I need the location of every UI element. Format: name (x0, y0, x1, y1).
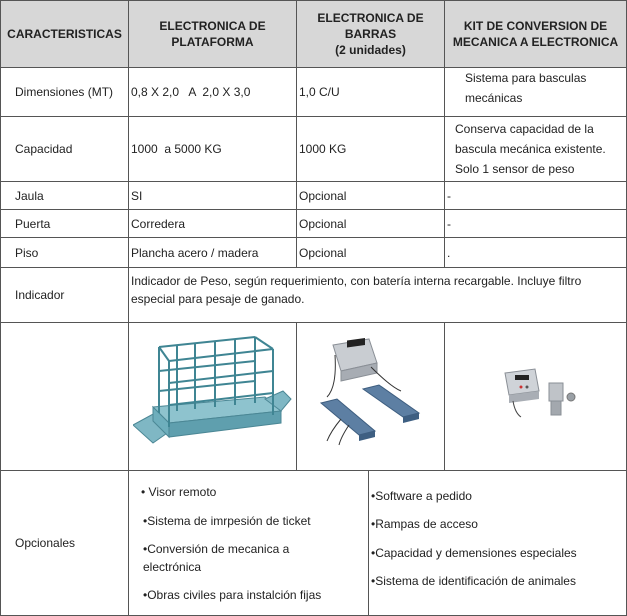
jaula-barras-value: Opcional (299, 188, 347, 203)
row-jaula-kit (444, 181, 627, 210)
puerta-label: Puerta (15, 216, 51, 231)
row-opcionales-label (0, 470, 129, 616)
opcional-identificacion: •Sistema de identificación de animales (371, 574, 576, 588)
dimensiones-plataforma-value: 0,8 X 2,0 A 2,0 X 3,0 (131, 85, 251, 99)
dimensiones-kit-line2: mecánicas (465, 91, 523, 105)
row-puerta-label (0, 209, 129, 238)
row-jaula-label (0, 181, 129, 210)
load-bars-scale-image (301, 327, 441, 467)
row-piso-label (0, 237, 129, 268)
capacidad-kit-line1: Conserva capacidad de la (455, 122, 594, 136)
row-dimensiones-plataforma (128, 67, 297, 117)
row-indicador-label (0, 267, 129, 323)
row-images-empty (0, 322, 129, 471)
row-piso-kit (444, 237, 627, 268)
indicador-line1: Indicador de Peso, según requerimiento, con batería interna recargable. Incluye filtro (131, 274, 582, 288)
piso-plataforma-value: Plancha acero / madera (131, 245, 259, 260)
opcionales-right (368, 470, 627, 616)
row-jaula-plataforma (128, 181, 297, 210)
row-puerta-plataforma (128, 209, 297, 238)
row-puerta-barras (296, 209, 445, 238)
indicador-line2: especial para pesaje de ganado. (131, 292, 305, 306)
row-indicador-value (128, 267, 627, 323)
header-kit-line2: MECANICA A ELECTRONICA (452, 35, 619, 49)
row-capacidad-plataforma (128, 116, 297, 182)
piso-label: Piso (15, 245, 39, 260)
image-cell-barras (296, 322, 445, 471)
header-kit-line1: KIT DE CONVERSION DE (463, 19, 608, 33)
header-plataforma-line2: PLATAFORMA (171, 35, 254, 49)
opcionales-left (128, 470, 369, 616)
capacidad-label: Capacidad (15, 142, 73, 156)
opcional-visor-remoto: • Visor remoto (141, 485, 217, 499)
row-puerta-kit (444, 209, 627, 238)
dimensiones-kit-line1: Sistema para basculas (465, 71, 587, 85)
row-capacidad-barras (296, 116, 445, 182)
image-cell-kit (444, 322, 627, 471)
image-cell-plataforma (128, 322, 297, 471)
dimensiones-barras-value: 1,0 C/U (299, 85, 340, 99)
header-caracteristicas (0, 0, 129, 68)
row-dimensiones-barras (296, 67, 445, 117)
row-dimensiones-label (0, 67, 129, 117)
header-barras (296, 0, 445, 68)
header-kit (444, 0, 627, 68)
row-jaula-barras (296, 181, 445, 210)
opcional-rampas: •Rampas de acceso (371, 517, 478, 531)
header-barras-line1: ELECTRONICA DE (317, 11, 424, 25)
capacidad-kit-line3: Solo 1 sensor de peso (455, 162, 575, 176)
puerta-plataforma-value: Corredera (131, 216, 186, 231)
opcional-sistema-ticket: •Sistema de imrpesión de ticket (143, 514, 311, 528)
row-capacidad-kit (444, 116, 627, 182)
row-dimensiones-kit (444, 67, 627, 117)
jaula-kit-value: - (447, 188, 451, 203)
capacidad-plataforma-value: 1000 a 5000 KG (131, 142, 222, 156)
indicador-label: Indicador (15, 288, 65, 302)
capacidad-kit-line2: bascula mecánica existente. (455, 142, 606, 156)
header-caracteristicas-text: CARACTERISTICAS (7, 27, 122, 41)
opcional-conversion-cont: electrónica (143, 560, 202, 574)
jaula-plataforma-value: SI (131, 188, 143, 203)
opcionales-label: Opcionales (15, 536, 76, 550)
capacidad-barras-value: 1000 KG (299, 142, 347, 156)
header-plataforma (128, 0, 297, 68)
row-capacidad-label (0, 116, 129, 182)
opcional-software: •Software a pedido (371, 489, 472, 503)
header-barras-line2: BARRAS (344, 27, 397, 41)
conversion-kit-image (491, 363, 611, 443)
header-plataforma-line1: ELECTRONICA DE (159, 19, 266, 33)
piso-kit-value: . (447, 245, 451, 260)
row-piso-plataforma (128, 237, 297, 268)
opcional-obras-civiles: •Obras civiles para instalción fijas (143, 588, 322, 602)
dimensiones-label: Dimensiones (MT) (15, 85, 114, 99)
livestock-cage-scale-image (133, 327, 293, 467)
row-piso-barras (296, 237, 445, 268)
jaula-label: Jaula (15, 188, 44, 203)
opcional-capacidad: •Capacidad y demensiones especiales (371, 546, 577, 560)
piso-barras-value: Opcional (299, 245, 347, 260)
puerta-barras-value: Opcional (299, 216, 347, 231)
opcional-conversion: •Conversión de mecanica a (143, 542, 290, 556)
header-barras-line3: (2 unidades) (335, 43, 406, 57)
puerta-kit-value: - (447, 216, 451, 231)
